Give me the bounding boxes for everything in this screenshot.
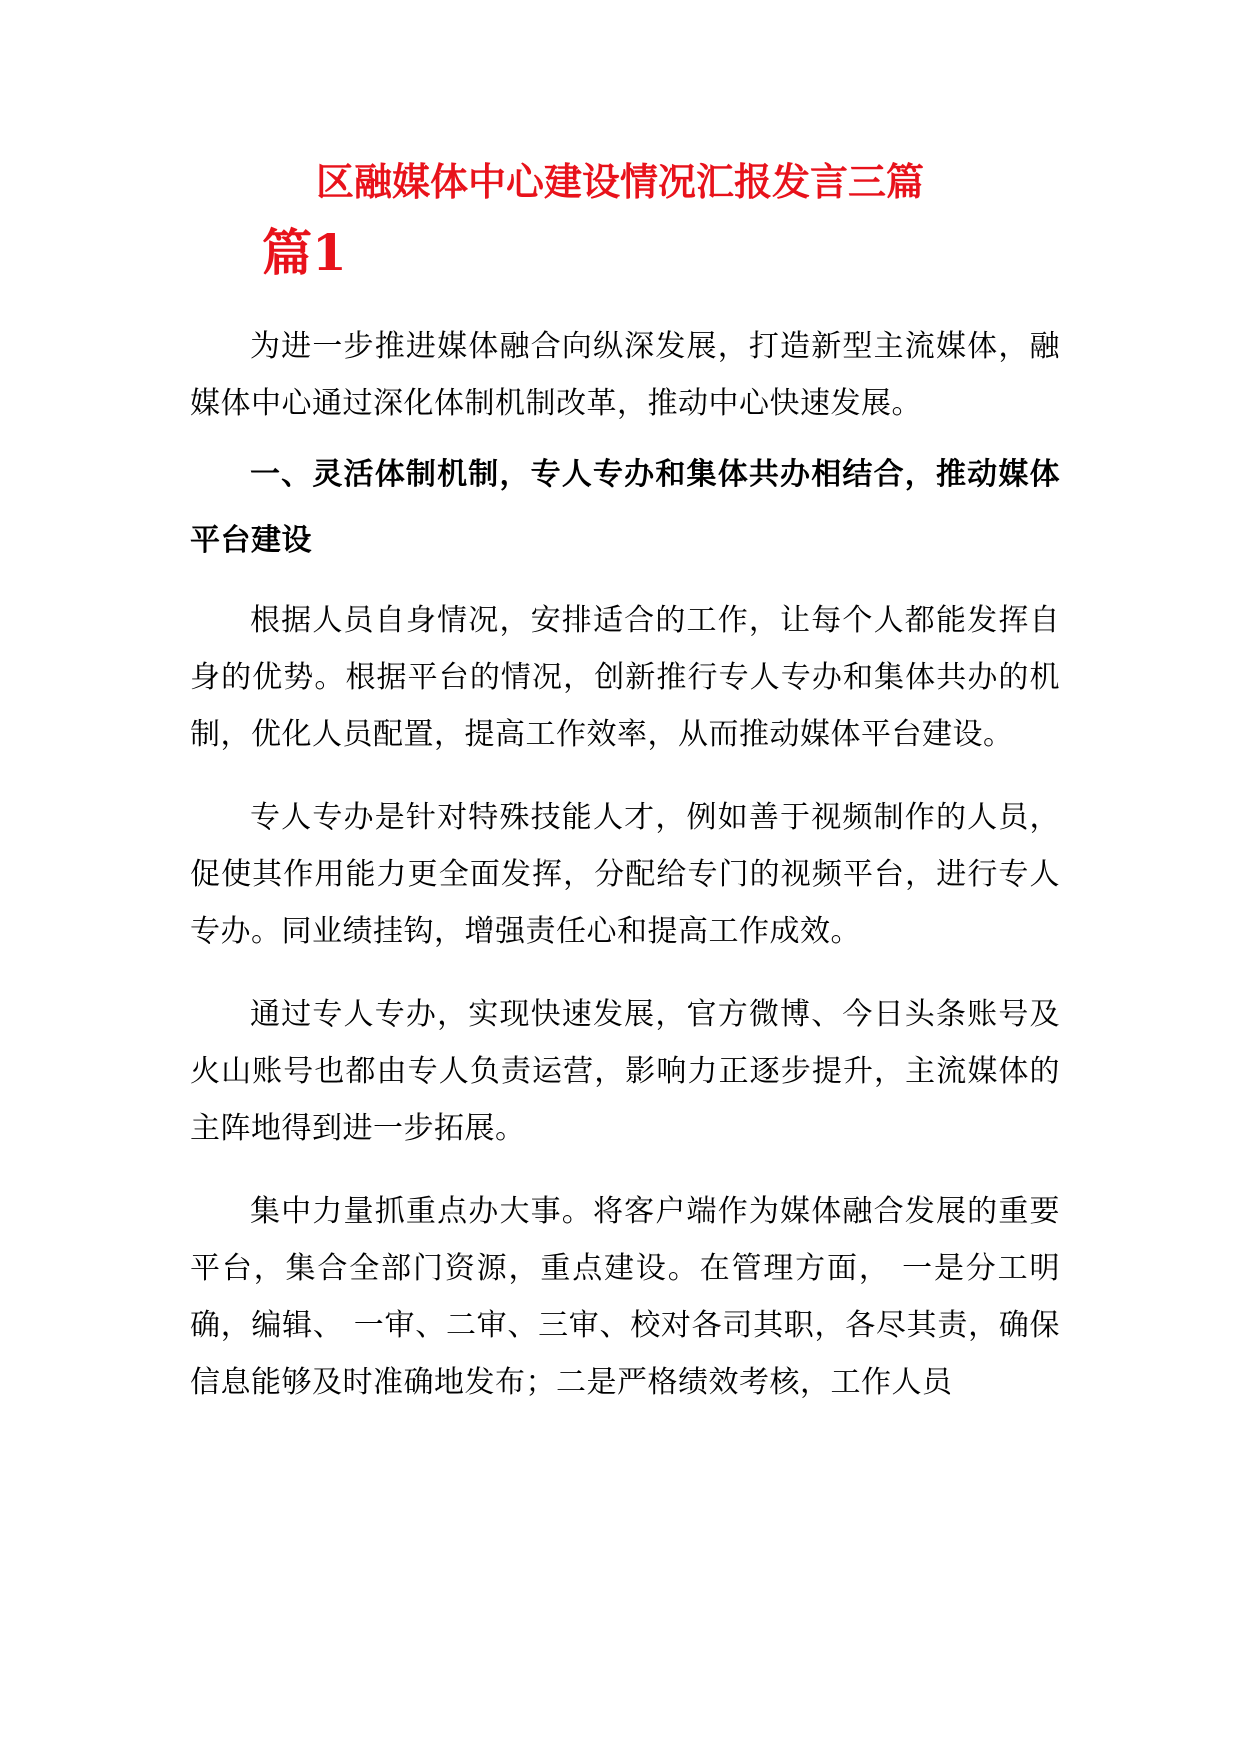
paragraph: 集中力量抓重点办大事。将客户端作为媒体融合发展的重要平台，集合全部门资源，重点建设。在管理方面， 一是分工明确，编辑、 一审、二审、三审、校对各司其职，各尽其责，确保信息能够及时准确地发布；二是严格绩效考核，工作人员 xyxy=(190,1194,1060,1400)
paragraph: 通过专人专办，实现快速发展，官方微博、今日头条账号及火山账号也都由专人负责运营，影响力正逐步提升，主流媒体的主阵地得到进一步拓展。 xyxy=(190,997,1060,1146)
section-title: 篇1 xyxy=(262,223,347,282)
paragraph-intro: 为进一步推进媒体融合向纵深发展，打造新型主流媒体，融媒体中心通过深化体制机制改革，推动中心快速发展。 xyxy=(190,329,1060,421)
document-body xyxy=(190,318,1060,1411)
paragraph-heading: 一、灵活体制机制，专人专办和集体共办相结合，推动媒体平台建设 xyxy=(190,457,1060,558)
paragraph: 根据人员自身情况，安排适合的工作，让每个人都能发挥自身的优势。根据平台的情况，创新推行专人专办和集体共办的机制，优化人员配置，提高工作效率，从而推动媒体平台建设。 xyxy=(190,603,1060,752)
document-title: 区融媒体中心建设情况汇报发言三篇 xyxy=(315,159,924,204)
paragraph: 专人专办是针对特殊技能人才，例如善于视频制作的人员，促使其作用能力更全面发挥，分配给专门的视频平台，进行专人专办。同业绩挂钩，增强责任心和提高工作成效。 xyxy=(190,800,1060,949)
